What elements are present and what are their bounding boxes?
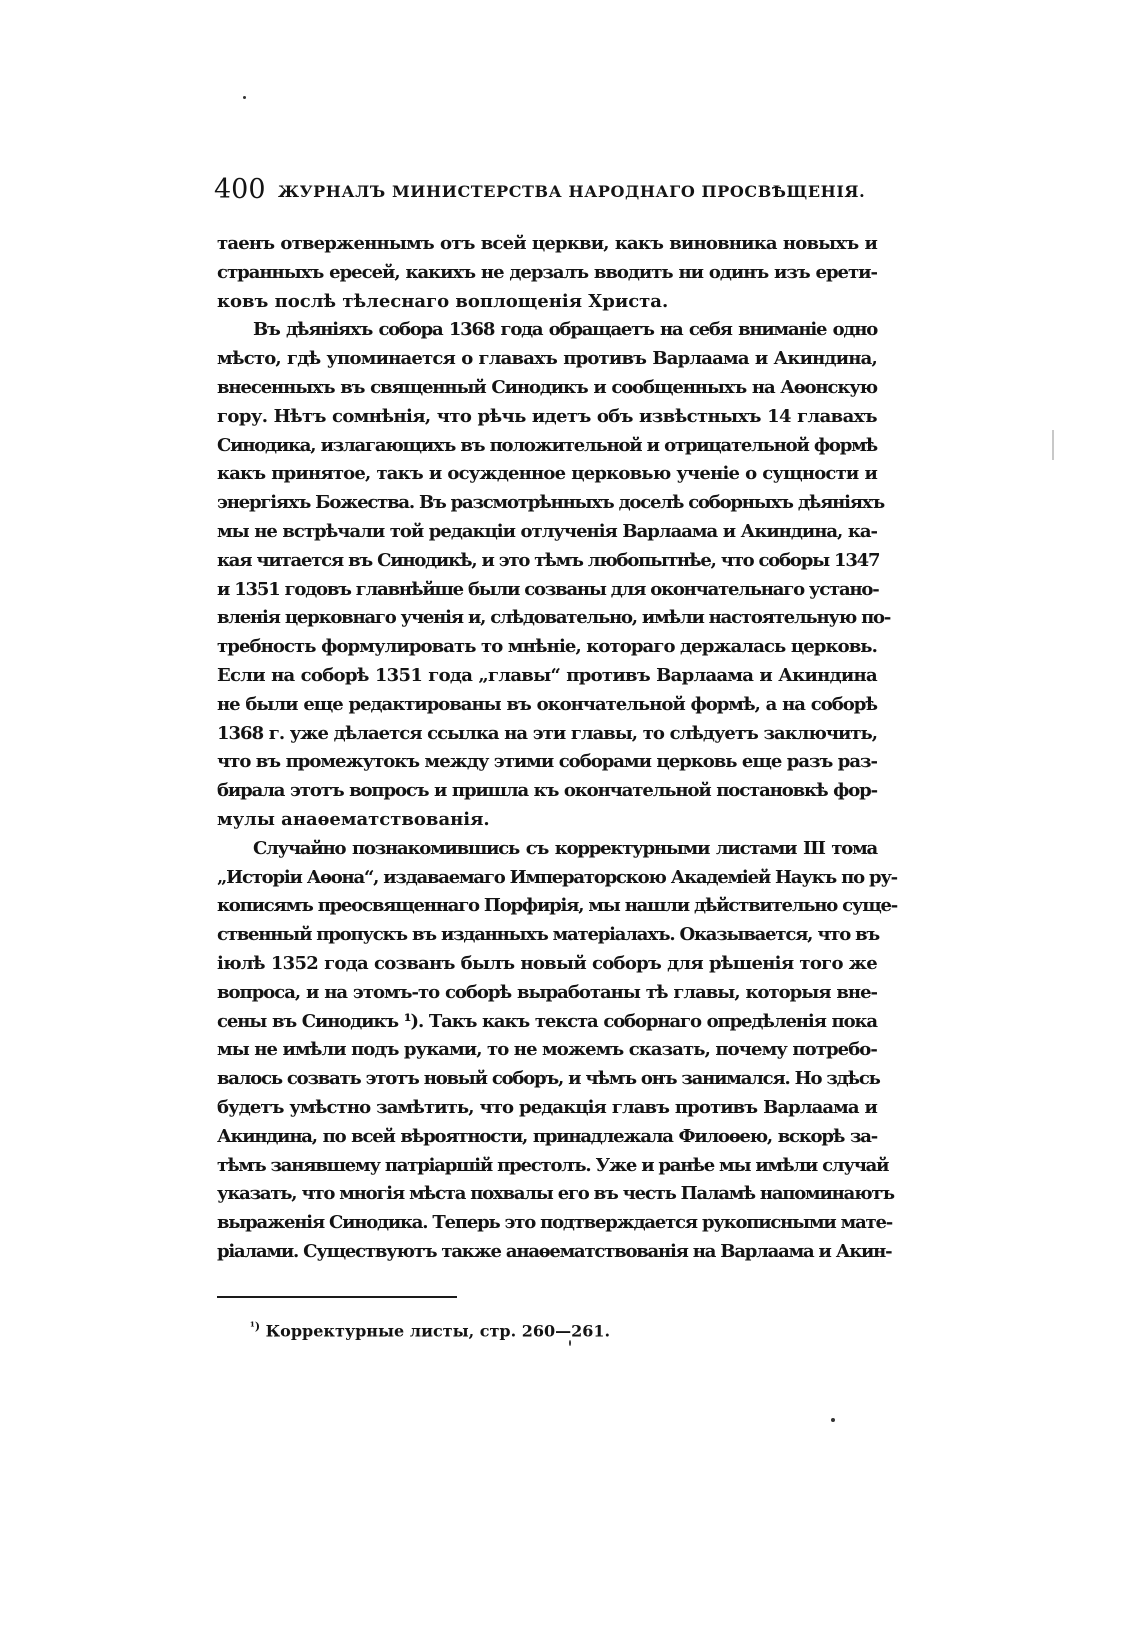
text-line: таенъ отверженнымъ отъ всей церкви, какъ виновника новыхъ и xyxy=(217,233,877,254)
text-line: указать, что многія мѣста похвалы его въ честь Паламѣ напоминаютъ xyxy=(217,1183,894,1205)
paragraph-start-line: Въ дѣяніяхъ собора 1368 года обращаетъ на себя вниманіе одно xyxy=(253,319,877,341)
text-line: мулы анаѳематствованія. xyxy=(217,808,490,830)
text-line: вленія церковнаго ученія и, слѣдовательно, имѣли настоятельную по- xyxy=(217,607,891,629)
page-edge-mark xyxy=(1052,430,1054,460)
footnote-rule xyxy=(217,1296,457,1298)
text-line: мы не встрѣчали той редакціи отлученія Варлаама и Акиндина, ка- xyxy=(217,520,877,542)
text-line: Акиндина, по всей вѣроятности, принадлежала Филоѳею, вскорѣ за- xyxy=(217,1125,877,1147)
text-line: кописямъ преосвященнаго Порфирія, мы нашли дѣйствительно суще- xyxy=(217,895,898,917)
paragraph-start-line: Случайно познакомившись съ корректурными листами III тома xyxy=(253,837,877,859)
journal-title: ЖУРНАЛЪ МИНИСТЕРСТВА НАРОДНАГО ПРОСВѢЩЕНІЯ. xyxy=(278,182,866,201)
text-line: гору. Нѣтъ сомнѣнія, что рѣчь идетъ объ извѣстныхъ 14 главахъ xyxy=(217,405,877,427)
text-line: вопроса, и на этомъ-то соборѣ выработаны тѣ главы, которыя вне- xyxy=(217,981,877,1003)
footnote-marker: ¹) xyxy=(250,1320,261,1333)
text-line: странныхъ ересей, какихъ не дерзалъ вводить ни одинъ изъ ерети- xyxy=(217,261,877,283)
text-line: внесенныхъ въ священный Синодикъ и сообщенныхъ на Аѳонскую xyxy=(217,376,877,398)
text-line: ственный пропускъ въ изданныхъ матеріалахъ. Оказывается, что въ xyxy=(217,924,880,946)
text-line: и 1351 годовъ главнѣйше были созваны для окончательнаго устано- xyxy=(217,578,879,600)
text-line: мѣсто, гдѣ упоминается о главахъ противъ Варлаама и Акиндина, xyxy=(217,348,877,370)
footnote-text: Корректурные листы, стр. 260—261. xyxy=(265,1321,611,1341)
running-head xyxy=(214,174,874,214)
text-line: требность формулировать то мнѣніе, котораго держалась церковь. xyxy=(217,636,877,658)
body-text xyxy=(217,230,898,1267)
print-speck xyxy=(243,96,246,99)
text-line: мы не имѣли подъ руками, то не можемъ сказать, почему потребо- xyxy=(217,1039,877,1061)
text-line: бирала этотъ вопросъ и пришла къ окончательной постановкѣ фор- xyxy=(217,780,877,802)
text-line: кая читается въ Синодикѣ, и это тѣмъ любопытнѣе, что соборы 1347 xyxy=(217,549,880,571)
page-number: 400 xyxy=(214,174,266,205)
text-line: тѣмъ занявшему патріаршій престолъ. Уже и ранѣе мы имѣли случай xyxy=(217,1154,889,1176)
text-line: не были еще редактированы въ окончательной формѣ, а на соборѣ xyxy=(217,693,877,715)
text-line: іюлѣ 1352 года созванъ былъ новый соборъ для рѣшенія того же xyxy=(217,952,877,974)
text-line: выраженія Синодика. Теперь это подтверждается рукописными мате- xyxy=(217,1212,893,1234)
footnote xyxy=(250,1320,610,1340)
print-speck xyxy=(569,1340,571,1346)
text-line: Если на соборѣ 1351 года „главы“ противъ Варлаама и Акиндина xyxy=(217,664,877,686)
text-line: энергіяхъ Божества. Въ разсмотрѣнныхъ доселѣ соборныхъ дѣяніяхъ xyxy=(217,492,885,514)
print-speck xyxy=(831,1418,835,1422)
text-line: 1368 г. уже дѣлается ссылка на эти главы, то слѣдуетъ заключить, xyxy=(217,722,877,744)
text-line: сены въ Синодикъ ¹). Такъ какъ текста соборнаго опредѣленія пока xyxy=(217,1010,877,1032)
text-line: будетъ умѣстно замѣтить, что редакція главъ противъ Варлаама и xyxy=(217,1096,877,1118)
text-line: ковъ послѣ тѣлеснаго воплощенія Христа. xyxy=(217,290,669,312)
text-line: какъ принятое, такъ и осужденное церковью ученіе о сущности и xyxy=(217,463,877,485)
text-line: что въ промежутокъ между этими соборами церковь еще разъ раз- xyxy=(217,751,877,773)
text-line: „Исторіи Аѳона“, издаваемаго Императорскою Академіей Наукъ по ру- xyxy=(217,866,897,888)
text-line: ріалами. Существуютъ также анаѳематствованія на Варлаама и Акин- xyxy=(217,1240,892,1262)
text-line: валось созвать этотъ новый соборъ, и чѣмъ онъ занимался. Но здѣсь xyxy=(217,1068,880,1090)
text-line: Синодика, излагающихъ въ положительной и отрицательной формѣ xyxy=(217,434,877,456)
